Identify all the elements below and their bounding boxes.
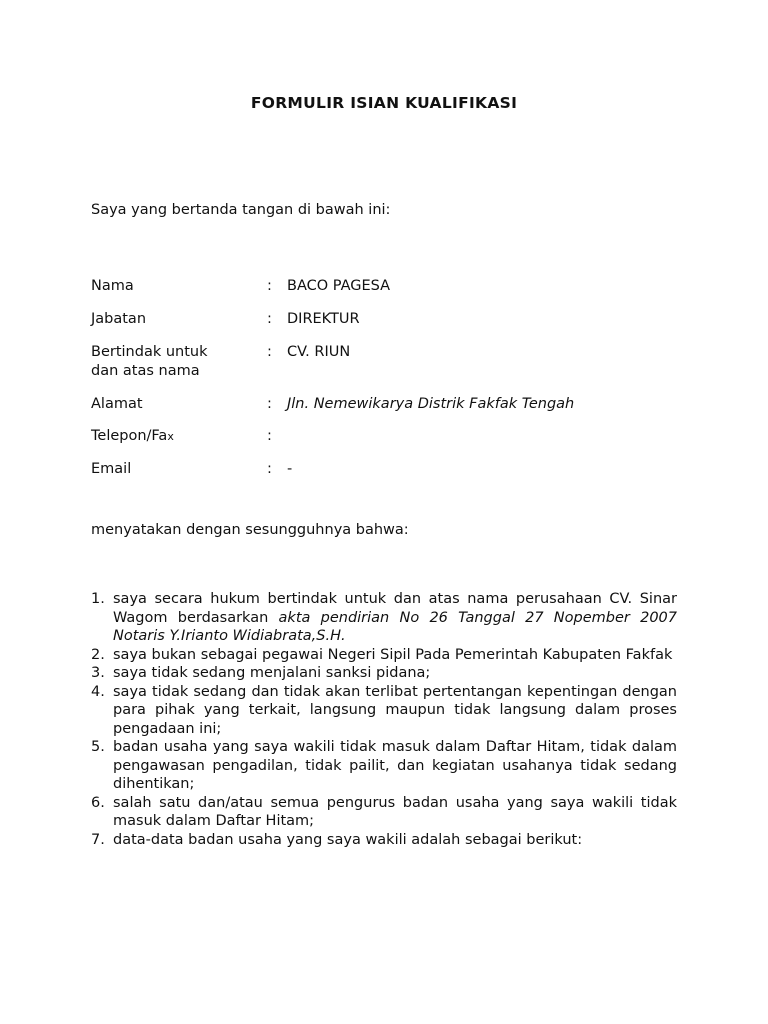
statement-text: menyatakan dengan sesungguhnya bahwa: [91, 522, 409, 538]
statement-list [91, 590, 677, 849]
document-title: FORMULIR ISIAN KUALIFIKASI [250, 94, 518, 112]
list-item [91, 831, 677, 850]
field-label-telepon [91, 427, 261, 446]
list-item-number: 1. [91, 591, 105, 607]
field-colon: : [267, 344, 272, 360]
field-label-email: Email [91, 461, 132, 477]
field-label-jabatan: Jabatan [91, 311, 147, 327]
field-label-alamat: Alamat [91, 396, 143, 412]
field-value-email: - [287, 461, 293, 477]
list-item-number: 4. [91, 683, 105, 700]
list-item-text: badan usaha yang saya wakili tidak masuk dalam Daftar Hitam, tidak dalam pengawasan pengadilan, tidak pailit, dan kegiatan usahanya tidak sedang dihentikan; [113, 739, 677, 792]
list-item-number: 5. [91, 739, 105, 755]
list-item [91, 738, 677, 794]
field-colon: : [267, 428, 272, 444]
field-colon: : [267, 311, 272, 327]
field-value-bertindak: CV. RIUN [287, 344, 351, 360]
field-colon: : [267, 396, 272, 412]
list-item-text: saya tidak sedang menjalani sanksi pidana; [113, 665, 431, 681]
list-item-text: saya tidak sedang dan tidak akan terlibat pertentangan kepentingan dengan para pihak yang terkait, langsung maupun tidak langsung dalam proses pengadaan ini; [113, 683, 677, 737]
field-value-jabatan: DIREKTUR [287, 311, 360, 327]
field-colon: : [267, 278, 272, 294]
list-item-number: 3. [91, 665, 105, 681]
field-label-telepon-small: x [167, 430, 174, 443]
field-label-nama: Nama [91, 278, 134, 294]
list-item [91, 590, 677, 646]
field-label-bertindak-line1: Bertindak untuk [91, 344, 208, 360]
list-item-text: data-data badan usaha yang saya wakili adalah sebagai berikut: [113, 831, 583, 848]
intro-text: Saya yang bertanda tangan di bawah ini: [91, 202, 391, 218]
list-item-number: 7. [91, 831, 105, 848]
list-item [91, 794, 677, 831]
field-label-bertindak [91, 343, 261, 381]
list-item-text: saya secara hukum bertindak untuk dan atas nama perusahaan CV. Sinar Wagom berdasarkan [113, 591, 677, 626]
list-item-number: 2. [91, 646, 105, 663]
field-label-telepon-main: Telepon/Fa [91, 428, 168, 444]
list-item-number: 6. [91, 794, 105, 811]
field-colon: : [267, 461, 272, 477]
list-item [91, 646, 677, 665]
list-item [91, 683, 677, 739]
list-item-text: salah satu dan/atau semua pengurus badan usaha yang saya wakili tidak masuk dalam Daftar Hitam; [113, 794, 677, 829]
list-item-text: saya bukan sebagai pegawai Negeri Sipil Pada Pemerintah Kabupaten Fakfak [113, 646, 673, 663]
field-label-bertindak-line2: dan atas nama [91, 363, 200, 379]
field-value-nama: BACO PAGESA [287, 278, 391, 294]
field-value-alamat: Jln. Nemewikarya Distrik Fakfak Tengah [287, 396, 575, 412]
list-item-text-italic: akta pendirian No 26 Tanggal 27 Nopember 2007 Notaris Y.Irianto Widiabrata,S.H. [113, 609, 677, 644]
list-item [91, 664, 677, 683]
